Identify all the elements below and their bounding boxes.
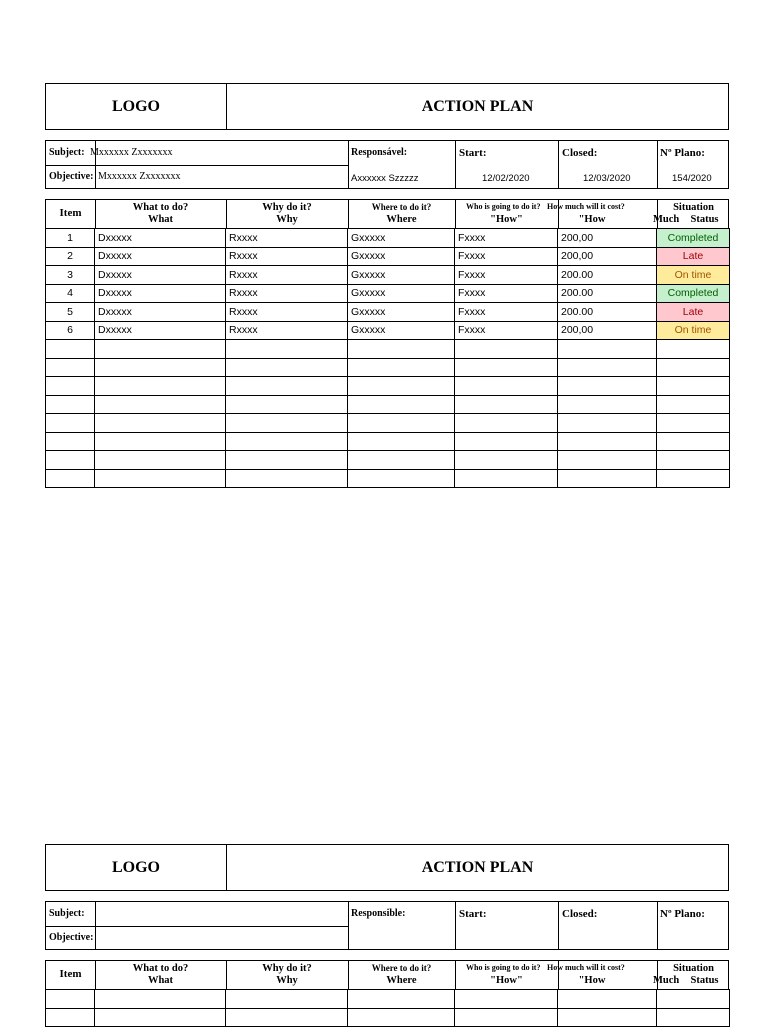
action-plan-2 — [45, 0, 729, 1024]
header-much: Much — [653, 975, 680, 986]
header-where: Where — [386, 975, 417, 986]
header-why-q: Why do it? — [262, 202, 312, 213]
header-cost: "How — [578, 214, 606, 225]
cell-where[interactable]: Gxxxxx — [348, 247, 455, 266]
cell-how[interactable]: Fxxxx — [455, 266, 558, 285]
cell-why[interactable] — [226, 990, 348, 1009]
header-where-q: Where to do it? — [371, 963, 432, 973]
header-situation: Situation — [673, 963, 714, 974]
cell-where[interactable]: Gxxxxx — [348, 303, 455, 322]
page-title: ACTION PLAN — [421, 858, 534, 876]
cell-what[interactable]: Dxxxxx — [95, 321, 226, 340]
header-item: Item — [59, 207, 82, 219]
start-value[interactable]: 12/02/2020 — [482, 173, 530, 184]
cell-why[interactable]: Rxxxx — [226, 266, 348, 285]
cell-where[interactable]: Gxxxxx — [348, 229, 455, 248]
table-row-empty — [46, 990, 730, 1009]
subject-label: Subject: — [49, 147, 85, 158]
start-label: Start: — [459, 908, 487, 920]
responsible-label: Responsável: — [351, 147, 408, 158]
header-who-q: Who is going to do it? — [466, 202, 541, 211]
cell-how[interactable]: Fxxxx — [455, 229, 558, 248]
header-what: What — [147, 214, 174, 225]
cell-item[interactable]: 6 — [46, 321, 95, 340]
cell-how[interactable] — [455, 990, 558, 1009]
cell-why[interactable]: Rxxxx — [226, 229, 348, 248]
closed-label: Closed: — [562, 908, 598, 920]
header-cost-q: How much will it cost? — [547, 963, 625, 972]
cell-cost[interactable]: 200.00 — [558, 303, 657, 322]
cell-item[interactable]: 2 — [46, 247, 95, 266]
cell-where[interactable]: Gxxxxx — [348, 284, 455, 303]
header-what-q: What to do? — [132, 963, 189, 974]
cell-item[interactable] — [46, 990, 95, 1009]
cell-where[interactable]: Gxxxxx — [348, 266, 455, 285]
cell-item[interactable]: 3 — [46, 266, 95, 285]
header-where: Where — [386, 214, 417, 225]
cell-status[interactable]: On time — [657, 266, 730, 285]
cell-what[interactable]: Dxxxxx — [95, 266, 226, 285]
objective-label: Objective: — [49, 171, 94, 182]
cell-cost[interactable]: 200,00 — [558, 247, 657, 266]
cell-how[interactable]: Fxxxx — [455, 321, 558, 340]
cell-why[interactable]: Rxxxx — [226, 247, 348, 266]
header-why: Why — [276, 975, 298, 986]
cell-cost[interactable]: 200,00 — [558, 229, 657, 248]
cell-item[interactable]: 4 — [46, 284, 95, 303]
cell-cost[interactable]: 200.00 — [558, 284, 657, 303]
cell-what[interactable]: Dxxxxx — [95, 229, 226, 248]
header-cost: "How — [578, 975, 606, 986]
logo: LOGO — [111, 97, 160, 115]
header-who-q: Who is going to do it? — [466, 963, 541, 972]
cell-how[interactable]: Fxxxx — [455, 247, 558, 266]
cell-what[interactable]: Dxxxxx — [95, 303, 226, 322]
cell-status[interactable]: Late — [657, 247, 730, 266]
logo: LOGO — [111, 858, 160, 876]
cell-status[interactable]: On time — [657, 321, 730, 340]
cell-why[interactable]: Rxxxx — [226, 321, 348, 340]
cell-what[interactable] — [95, 990, 226, 1009]
header-status: Status — [690, 975, 719, 986]
header-much: Much — [653, 214, 680, 225]
action-table-2 — [45, 989, 730, 1027]
responsible-value[interactable]: Axxxxxx Szzzzz — [351, 173, 419, 184]
cell-where[interactable] — [348, 990, 455, 1009]
closed-label: Closed: — [562, 147, 598, 159]
header-why: Why — [276, 214, 298, 225]
table-header-2 — [45, 960, 729, 990]
cell-item[interactable]: 5 — [46, 303, 95, 322]
closed-value[interactable]: 12/03/2020 — [583, 173, 631, 184]
cell-status[interactable]: Completed — [657, 284, 730, 303]
objective-label: Objective: — [49, 932, 94, 943]
cell-how[interactable]: Fxxxx — [455, 284, 558, 303]
plan-header-2 — [45, 844, 729, 891]
header-where-q: Where to do it? — [371, 202, 432, 212]
header-how: "How" — [490, 975, 523, 986]
subject-label: Subject: — [49, 908, 85, 919]
header-situation: Situation — [673, 202, 714, 213]
cell-item[interactable]: 1 — [46, 229, 95, 248]
cell-what[interactable]: Dxxxxx — [95, 247, 226, 266]
cell-status[interactable] — [657, 990, 730, 1009]
header-what-q: What to do? — [132, 202, 189, 213]
start-label: Start: — [459, 147, 487, 159]
header-item: Item — [59, 968, 82, 980]
header-what: What — [147, 975, 174, 986]
cell-status[interactable]: Completed — [657, 229, 730, 248]
header-status: Status — [690, 214, 719, 225]
page-title: ACTION PLAN — [421, 97, 534, 115]
cell-cost[interactable] — [558, 990, 657, 1009]
header-why-q: Why do it? — [262, 963, 312, 974]
objective-value[interactable]: Mxxxxxx Zxxxxxxx — [98, 171, 181, 182]
cell-cost[interactable]: 200,00 — [558, 321, 657, 340]
cell-where[interactable]: Gxxxxx — [348, 321, 455, 340]
cell-why[interactable]: Rxxxx — [226, 284, 348, 303]
header-cost-q: How much will it cost? — [547, 202, 625, 211]
header-how: "How" — [490, 214, 523, 225]
responsible-label: Responsible: — [351, 908, 406, 919]
plano-label: Nº Plano: — [660, 147, 705, 159]
subject-value[interactable]: Mxxxxxx Zxxxxxxx — [90, 147, 173, 158]
cell-why[interactable]: Rxxxx — [226, 303, 348, 322]
cell-how[interactable]: Fxxxx — [455, 303, 558, 322]
cell-status[interactable]: Late — [657, 303, 730, 322]
plan-info-2 — [45, 901, 729, 950]
plano-value[interactable]: 154/2020 — [672, 173, 712, 184]
cell-what[interactable]: Dxxxxx — [95, 284, 226, 303]
plano-label: Nº Plano: — [660, 908, 705, 920]
cell-cost[interactable]: 200.00 — [558, 266, 657, 285]
